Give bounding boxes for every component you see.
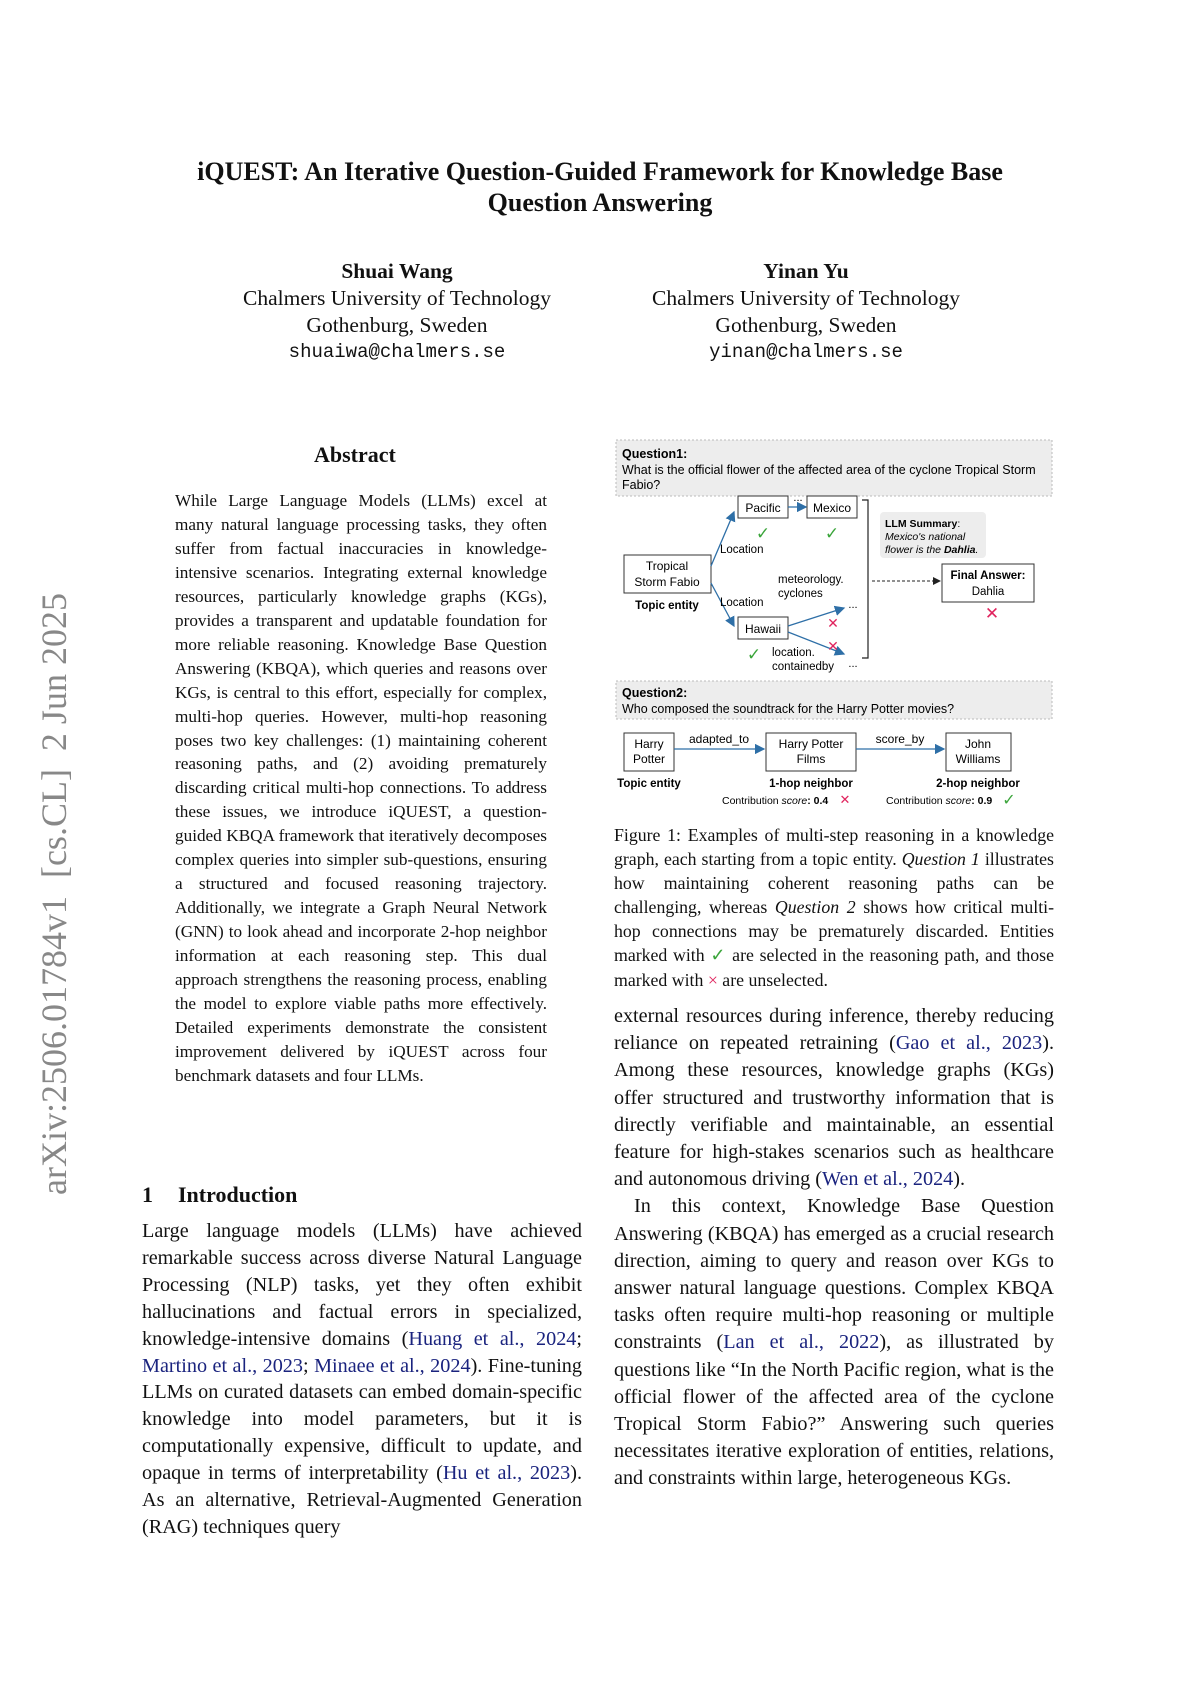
author-name: Yinan Yu [763,259,849,283]
node-label: Storm Fabio [634,575,700,589]
relation-containedby: location. [772,647,815,659]
caption-emphasis: Question 1 [901,849,980,870]
ellipsis: ... [848,658,858,670]
figure-caption [614,823,1054,992]
body-text: ; [576,1327,582,1350]
caption-text: Figure 1: Examples of multi-step reasoning in a knowledge graph, each starting from a topic entity. [614,825,1054,870]
topic-entity-label: Topic entity [635,600,699,612]
node-label: Mexico [812,501,852,515]
author-affiliation: Chalmers University of Technology [242,286,551,310]
llm-summary-text: Mexico's national [885,531,966,543]
cross-icon: × [707,969,718,990]
llm-summary-text: flower is the Dahlia. [885,544,979,556]
intro-paragraph [142,1218,582,1541]
neighbor-label: 2-hop neighbor [936,778,1020,790]
question2-text: Who composed the soundtrack for the Harry Potter movies? [622,702,955,716]
citation-link[interactable]: Wen et al., 2024 [822,1168,954,1191]
figure-1 [614,438,1054,814]
check-icon: ✓ [710,945,727,966]
body-text: ). Among these resources, knowledge graphs (KGs) offer structured and trustworthy information that is directly verifiable and maintainable, an essential feature for high-stakes scenarios such as healthcare and autonomous driving ( [614,1032,1054,1191]
relation-location: Location [720,597,764,609]
citation-link[interactable]: Lan et al., 2022 [723,1331,880,1354]
body-text: external resources during inference, thereby reducing reliance on repeated retraining ( [614,1005,1054,1055]
question1-text: Fabio? [622,478,661,492]
node-label: Williams [955,752,1001,766]
node-label: Harry [634,737,664,751]
citation-link[interactable]: Huang et al., 2024 [408,1327,577,1350]
node-label: John [964,737,992,751]
body-text: ), as illustrated by questions like “In the North Pacific region, what is the official flower of the affected area of the cyclone Tropical Storm Fabio?” Answering such queries necessitates iterative exploration of entities, relations, and constraints within large, heterogeneous KGs. [614,1331,1054,1490]
author-email[interactable]: shuaiwa@chalmers.se [288,341,506,363]
contribution-score: Contribution score: 0.9 [886,795,993,807]
abstract-text: While Large Language Models (LLMs) excel at many natural language processing tasks, they often suffer from factual inaccuracies in knowledge-intensive scenarios. Integrating external knowledge resources, particularly knowledge graphs (KGs), provides a transparent and updatable foundation for more reliable reasoning. Knowledge Base Question Answering (KBQA), which queries and reasons over KGs, is central to this effort, especially for complex, multi-hop queries. However, multi-hop reasoning poses two key challenges: (1) maintaining coherent reasoning paths, and (2) avoiding prematurely discarding critical multi-hop connections. To address these issues, we introduce iQUEST, a question-guided KBQA framework that iteratively decomposes complex queries into simpler sub-questions, ensuring a structured and focused reasoning trajectory. Additionally, we integrate a Graph Neural Network (GNN) to look ahead and incorporate 2-hop neighbor information at each reasoning step. This dual approach strengthens the reasoning process, enabling the model to explore viable paths more effectively. Detailed experiments demonstrate the consistent improvement delivered by iQUEST across four benchmark datasets and four LLMs. [175,491,547,1085]
ellipsis: ... [848,599,858,611]
caption-emphasis: Question 2 [774,897,856,918]
check-mark: ✓ [824,524,840,543]
node-label: Harry Potter [778,737,844,751]
relation-meteorology: meteorology. [778,574,844,586]
cross-mark: ✕ [827,615,839,631]
intro-right-column [614,1003,1054,1493]
author-block-1 [207,258,587,366]
contribution-score: Contribution score: 0.4 [722,795,829,807]
question1-text: What is the official flower of the affected area of the cyclone Tropical Storm [622,463,1036,477]
section-number: 1 [142,1182,153,1207]
node-label: Tropical [645,559,689,573]
body-text: ). [953,1168,966,1191]
caption-text: are selected in the reasoning path, and those marked with [614,945,1054,990]
body-text: ; [303,1354,315,1377]
relation-meteorology: cyclones [778,588,823,600]
intro-paragraph [614,1003,1054,1193]
question1-label: Question1: [622,447,688,461]
intro-paragraph [614,1193,1054,1492]
node-label: Hawaii [744,622,782,636]
llm-summary-title: LLM Summary: [885,518,961,530]
citation-link[interactable]: Gao et al., 2023 [895,1032,1043,1055]
paper-title [130,156,1070,218]
body-text: In this context, Knowledge Base Question Answering (KBQA) has emerged as a crucial research direction, aiming to query and reason over KGs to answer natural language questions. Complex KBQA tasks often require multi-hop reasoning or multiple constraints ( [614,1195,1054,1354]
ellipsis: ... [793,492,803,504]
node-label: Films [796,752,826,766]
abstract-heading: Abstract [314,442,396,467]
relation-score-by: score_by [875,732,925,746]
intro-left-column [142,1218,582,1541]
neighbor-label: 1-hop neighbor [769,778,853,790]
citation-link[interactable]: Minaee et al., 2024 [314,1354,471,1377]
caption-text: shows how critical multi-hop connections may be prematurely discarded. Entities marked with [614,897,1054,966]
node-label: Pacific [745,501,781,515]
author-location: Gothenburg, Sweden [715,313,897,337]
cross-mark: ✕ [839,792,851,807]
edge [711,512,734,566]
caption-text: illustrates how maintaining coherent reasoning paths can be challenging, whereas [614,849,1054,918]
check-mark: ✓ [755,524,771,543]
author-location: Gothenburg, Sweden [306,313,488,337]
author-name: Shuai Wang [341,259,453,283]
citation-link[interactable]: Martino et al., 2023 [142,1354,303,1377]
final-answer-title: Final Answer: [950,570,1026,582]
section-title: Introduction [178,1182,298,1207]
author-affiliation: Chalmers University of Technology [651,286,960,310]
citation-link[interactable]: Hu et al., 2023 [442,1462,571,1485]
check-mark: ✓ [1002,792,1016,809]
body-text: ). Fine-tuning LLMs on curated datasets can embed domain-specific knowledge into model parameters, but it is computationally expensive, difficult to update, and opaque in terms of interpretability ( [142,1354,582,1485]
body-text: ). As an alternative, Retrieval-Augmented Generation (RAG) techniques query [142,1462,582,1538]
node-label: Potter [632,752,666,766]
author-email[interactable]: yinan@chalmers.se [709,341,903,363]
title-line-1: iQUEST: An Iterative Question-Guided Framework for Knowledge Base [197,157,1003,186]
cross-mark: ✕ [827,638,839,654]
body-text: Large language models (LLMs) have achieved remarkable success across diverse Natural Language Processing (NLP) tasks, yet they often exhibit hallucinations and factual errors in specialized, knowledge-intensive domains ( [142,1220,582,1350]
topic-entity-label: Topic entity [617,778,681,790]
relation-location: Location [720,544,764,556]
relation-adapted-to: adapted_to [688,732,750,746]
question2-label: Question2: [622,686,688,700]
title-line-2: Question Answering [487,188,713,217]
relation-containedby: containedby [772,661,835,673]
cross-mark: ✕ [984,604,1000,623]
arxiv-identifier-text: arXiv:2506.01784v1 [cs.CL] 2 Jun 2025 [34,593,74,1195]
final-answer-value: Dahlia [971,586,1005,598]
author-block-2 [616,258,996,366]
bracket [862,500,868,658]
section-heading [142,1182,297,1208]
arxiv-identifier [4,510,96,1200]
check-mark: ✓ [746,645,762,664]
caption-text: are unselected. [717,969,828,990]
